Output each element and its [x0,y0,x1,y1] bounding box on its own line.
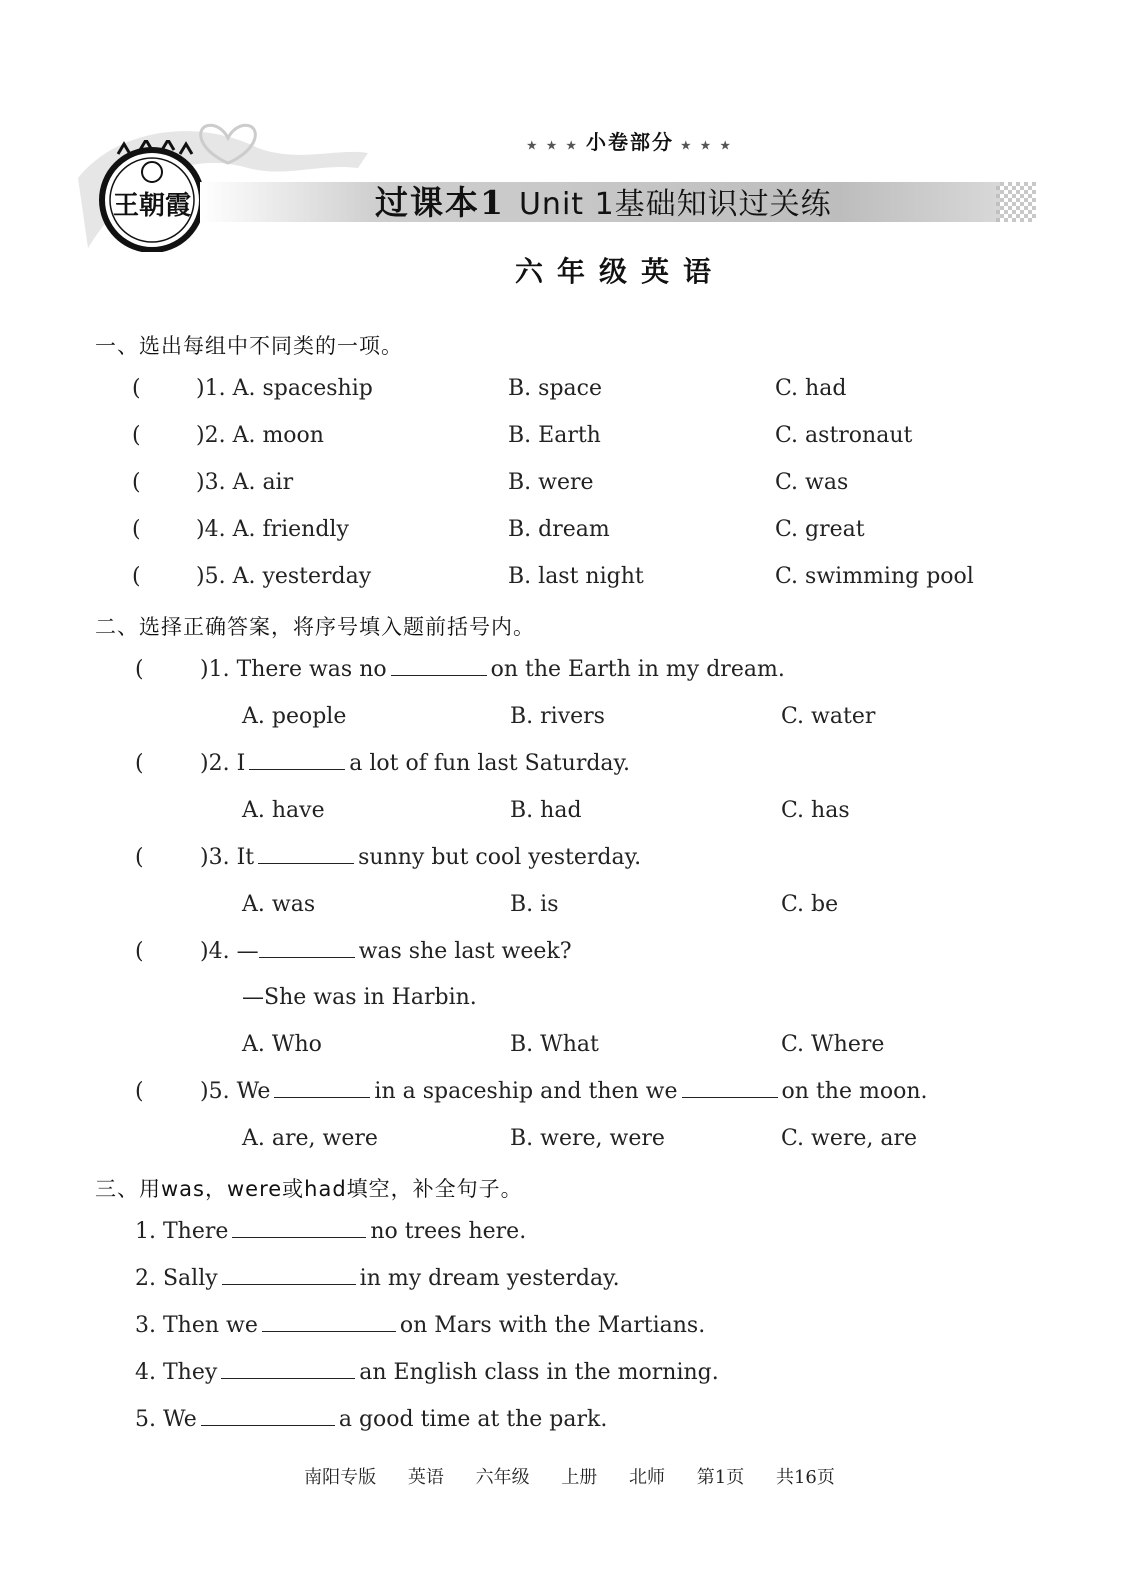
option-c: C. water [781,704,876,729]
option-c: C. swimming pool [775,564,974,589]
option-c: C. be [781,892,839,917]
section-subtitle [480,126,780,155]
fill-sentence [135,1313,705,1338]
option-c: C. Where [781,1032,885,1057]
fill-blank[interactable] [682,1079,778,1098]
question-1 [200,657,785,682]
option-b: B. were, were [510,1126,665,1151]
option-c: C. had [775,376,847,401]
sentence-text: an English class in the morning. [359,1360,719,1385]
fill-sentence [135,1266,620,1291]
sentence-text: on Mars with the Martians. [399,1313,706,1338]
subtitle-text: 小卷部分 [586,130,674,154]
question-text: a lot of fun last Saturday. [349,751,631,776]
option-a: A. people [242,704,347,729]
question-2 [200,751,630,776]
question-text: on the Earth in my dream. [490,657,785,682]
dialogue-reply: —She was in Harbin. [242,985,477,1010]
page-footer [0,1463,1139,1489]
fill-blank[interactable] [274,1079,370,1098]
question-text: in a spaceship and then we [374,1079,678,1104]
option-c: C. has [781,798,850,823]
footer-subject: 英语 [407,1467,444,1488]
answer-paren[interactable]: ( [135,751,144,776]
footer-grade: 六年级 [475,1467,530,1488]
fill-blank[interactable] [258,845,354,864]
star-icon: ★ ★ ★ [674,139,734,152]
fill-blank[interactable] [222,1266,356,1285]
option-a: A. have [242,798,325,823]
fill-blank[interactable] [262,1313,396,1332]
option-a: )1. A. spaceship [196,376,373,401]
question-text: was she last week? [358,939,572,964]
fill-blank[interactable] [391,657,487,676]
page-title [375,183,832,225]
option-a: )2. A. moon [196,423,324,448]
fill-sentence [135,1360,719,1385]
answer-paren[interactable]: ( [132,423,141,448]
option-c: C. astronaut [775,423,913,448]
fill-blank[interactable] [201,1407,335,1426]
option-a: )4. A. friendly [196,517,349,542]
option-b: B. space [508,376,602,401]
option-a: A. are, were [242,1126,378,1151]
lesson-label: 过课本1 [375,183,505,222]
answer-paren[interactable]: ( [135,1079,144,1104]
option-a: )3. A. air [196,470,294,495]
footer-volume: 上册 [561,1467,598,1488]
fill-sentence [135,1219,526,1244]
fill-sentence [135,1407,607,1432]
sentence-text: 1. There [135,1219,229,1244]
option-a: A. Who [242,1032,322,1057]
footer-publisher: 北师 [629,1467,666,1488]
option-a: A. was [242,892,316,917]
sentence-text: 2. Sally [135,1266,218,1291]
sentence-text: 3. Then we [135,1313,258,1338]
logo-text: 王朝霞 [112,191,191,221]
question-text: )2. I [200,751,246,776]
option-b: B. rivers [510,704,605,729]
option-b: B. What [510,1032,599,1057]
question-5 [200,1079,927,1104]
question-3 [200,845,641,870]
option-a: )5. A. yesterday [196,564,372,589]
question-text: )4. — [200,939,259,964]
part1-title: 一、选出每组中不同类的一项。 [95,334,403,358]
option-b: B. had [510,798,582,823]
answer-paren[interactable]: ( [132,517,141,542]
sentence-text: 5. We [135,1407,197,1432]
sentence-text: no trees here. [370,1219,527,1244]
question-text: )1. There was no [200,657,387,682]
part3-title: 三、用was，were或had填空，补全句子。 [95,1177,523,1201]
sentence-text: in my dream yesterday. [359,1266,620,1291]
option-c: C. was [775,470,849,495]
question-text: )5. We [200,1079,271,1104]
sentence-text: 4. They [135,1360,218,1385]
answer-paren[interactable]: ( [132,470,141,495]
part2-title: 二、选择正确答案，将序号填入题前括号内。 [95,615,535,639]
fill-blank[interactable] [221,1360,355,1379]
question-4 [200,939,572,964]
option-b: B. Earth [508,423,601,448]
fill-blank[interactable] [232,1219,366,1238]
answer-paren[interactable]: ( [135,845,144,870]
sentence-text: a good time at the park. [338,1407,608,1432]
option-b: B. dream [508,517,610,542]
question-text: sunny but cool yesterday. [358,845,642,870]
unit-title: Unit 1基础知识过关练 [518,187,832,222]
star-icon: ★ ★ ★ [526,139,586,152]
footer-total-pages: 共16页 [775,1467,835,1488]
question-text: )3. It [200,845,255,870]
fill-blank[interactable] [249,751,345,770]
footer-edition: 南阳专版 [304,1467,377,1488]
answer-paren[interactable]: ( [132,564,141,589]
banner-pattern [996,182,1036,222]
option-b: B. last night [508,564,644,589]
answer-paren[interactable]: ( [135,939,144,964]
option-b: B. is [510,892,559,917]
option-b: B. were [508,470,594,495]
grade-subject: 六年级英语 [514,255,725,288]
question-text: on the moon. [781,1079,928,1104]
option-c: C. were, are [781,1126,918,1151]
fill-blank[interactable] [259,939,355,958]
footer-page-number: 第1页 [696,1467,745,1488]
answer-paren[interactable]: ( [132,376,141,401]
answer-paren[interactable]: ( [135,657,144,682]
option-c: C. great [775,517,865,542]
